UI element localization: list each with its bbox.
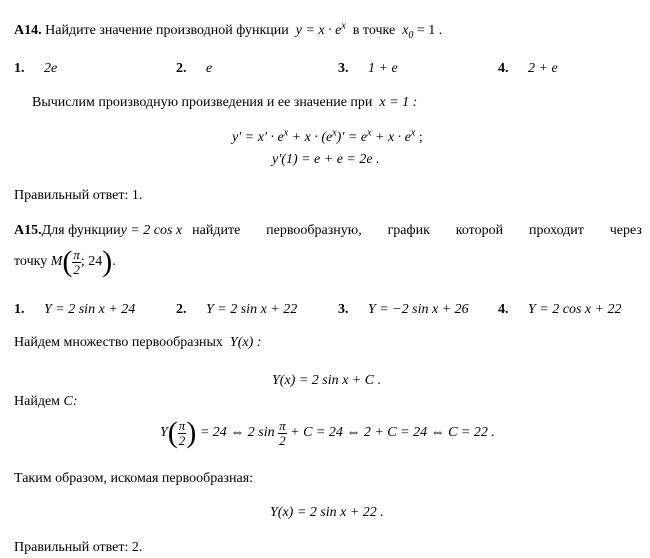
a14-point-label: в точке [352,23,396,38]
a15-question-line-1 [14,224,642,238]
a14-point: $x_0 = 1$ . [402,23,443,41]
a15-function: y = 2 cos x [120,223,183,238]
a15-answer: Правильный ответ: 2. [14,540,143,555]
a15-option-2: 2. Y = 2 sin x + 22 [176,302,298,317]
a15-label: А15. [14,223,42,238]
a15-point-rest: ; 24 [80,254,103,269]
a15-option-4: 4. Y = 2 cos x + 22 [498,302,622,317]
a15-point-name: M [50,254,63,269]
a14-option-3: 3. 1 + e [338,61,398,76]
a14-function: $y = x \cdot e^x$ [295,20,346,38]
a15-step-1: Найдем множество первообразных Y(x) : [14,335,262,350]
a15-step-2: Найдем C: [14,394,78,409]
a14-option-1: 1. 2e [14,61,58,76]
a14-question [14,20,443,41]
a14-question-text: Найдите значение производной функции [45,23,289,38]
a14-formula-2: y′(1) = e + e = 2e . [272,152,380,167]
a15-step-3: Таким образом, искомая первообразная: [14,471,254,486]
a15-formula-2: Y ( $\frac{\pi}{2}$ ) = 24 ⇔ 2 sin $\frac{\pi}{2}$ + C = 24 ⇔ 2 + C = 24 ⇔ C = 22 . [160,416,495,449]
a14-option-4: 4. 2 + e [498,61,558,76]
a15-option-3: 3. Y = −2 sin x + 26 [338,302,469,317]
a14-option-2: 2. e [176,61,213,76]
a15-question-tail: найдите первообразную, график которой проходит через [192,223,642,238]
a15-point-label: точку [14,254,48,269]
a14-answer: Правильный ответ: 1. [14,188,143,203]
a15-point-fraction: $\frac{\pi}{2}$ [73,246,80,277]
a15-question-line-2: точку M ( $\frac{\pi}{2}$ ; 24 ) . [14,245,116,278]
a15-formula-1: Y(x) = 2 sin x + C . [272,373,382,388]
a14-solution-intro: Вычислим производную произведения и ее значение при x = 1 : [32,95,418,110]
a14-formula-1: $y' = x' \cdot e^x + x \cdot (e^x)' = e^x + x \cdot e^x$ ; [232,127,423,145]
a15-option-1: 1. Y = 2 sin x + 24 [14,302,136,317]
a15-formula-3: Y(x) = 2 sin x + 22 . [270,505,384,520]
a14-label: А14. [14,23,42,38]
a15-question-text: Для функции [41,223,121,238]
